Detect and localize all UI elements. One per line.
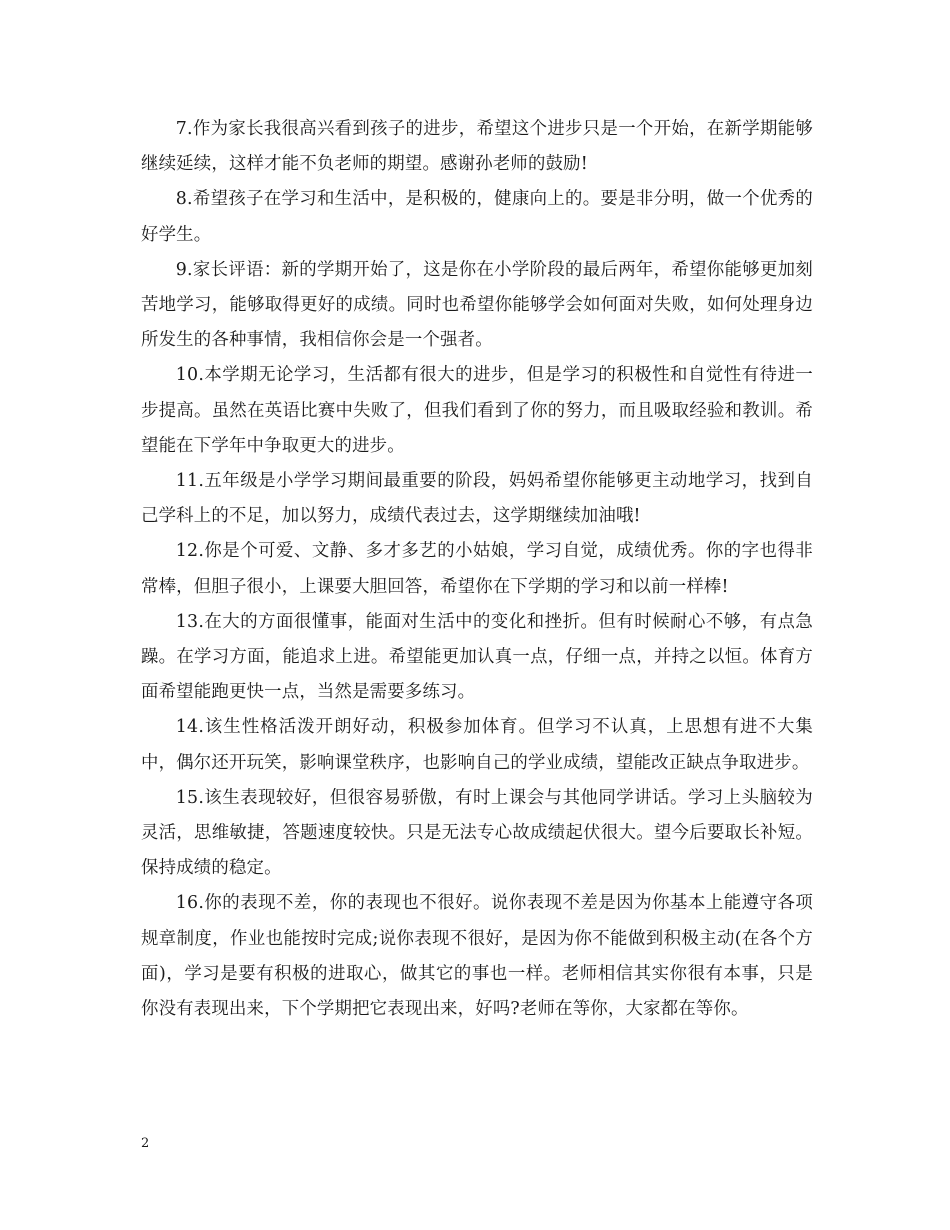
paragraph-15: 15.该生表现较好，但很容易骄傲，有时上课会与其他同学讲话。学习上头脑较为灵活，思维敏捷，答题速度较快。只是无法专心故成绩起伏很大。望今后要取长补短。保持成绩的稳定。 (141, 787, 813, 879)
paragraph-16: 16.你的表现不差，你的表现也不很好。说你表现不差是因为你基本上能遵守各项规章制度，作业也能按时完成;说你表现不很好，是因为你不能做到积极主动(在各个方面)，学习是要有积极的进取心，做其它的事也一样。老师相信其实你很有本事，只是你没有表现出来，下个学期把它表现出来，好吗?老师在等你，大家都在等你。 (141, 893, 813, 1020)
paragraph-12: 12.你是个可爱、文静、多才多艺的小姑娘，学习自觉，成绩优秀。你的字也得非常棒，但胆子很小，上课要大胆回答，希望你在下学期的学习和以前一样棒! (141, 541, 813, 597)
paragraph-14: 14.该生性格活泼开朗好动，积极参加体育。但学习不认真，上思想有进不大集中，偶尔还开玩笑，影响课堂秩序，也影响自己的学业成绩，望能改正缺点争取进步。 (141, 717, 813, 773)
document-body (141, 112, 813, 1027)
paragraph-9: 9.家长评语：新的学期开始了，这是你在小学阶段的最后两年，希望你能够更加刻苦地学习，能够取得更好的成绩。同时也希望你能够学会如何面对失败，如何处理身边所发生的各种事情，我相信你会是一个强者。 (141, 259, 813, 351)
paragraph-8: 8.希望孩子在学习和生活中，是积极的，健康向上的。要是非分明，做一个优秀的好学生。 (141, 189, 813, 245)
paragraph-13: 13.在大的方面很懂事，能面对生活中的变化和挫折。但有时候耐心不够，有点急躁。在学习方面，能追求上进。希望能更加认真一点，仔细一点，并持之以恒。体育方面希望能跑更快一点，当然是需要多练习。 (141, 611, 813, 703)
paragraph-10: 10.本学期无论学习，生活都有很大的进步，但是学习的积极性和自觉性有待进一步提高。虽然在英语比赛中失败了，但我们看到了你的努力，而且吸取经验和教训。希望能在下学年中争取更大的进步。 (141, 365, 813, 456)
paragraph-11: 11.五年级是小学学习期间最重要的阶段，妈妈希望你能够更主动地学习，找到自己学科上的不足，加以努力，成绩代表过去，这学期继续加油哦! (141, 471, 813, 527)
paragraph-7: 7.作为家长我很高兴看到孩子的进步，希望这个进步只是一个开始，在新学期能够继续延续，这样才能不负老师的期望。感谢孙老师的鼓励! (141, 119, 813, 175)
page-number: 2 (141, 1136, 150, 1151)
